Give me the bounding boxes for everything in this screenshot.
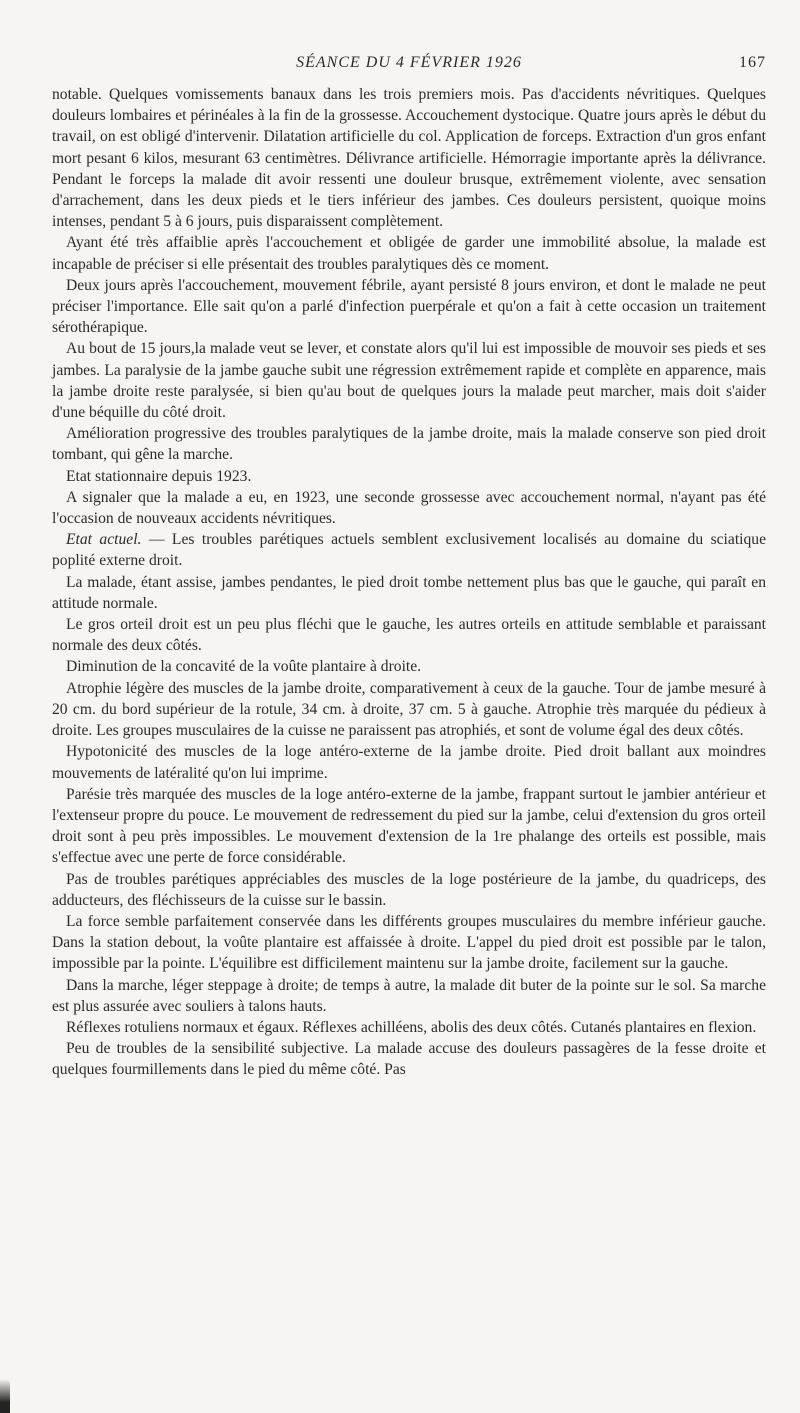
paragraph-14: Pas de troubles parétiques appréciables des muscles de la loge postérieure de la jambe, du quadriceps, des adducteurs, des fléchisseurs de la cuisse sur le bassin. bbox=[52, 870, 766, 909]
paragraph-6: Etat stationnaire depuis 1923. bbox=[66, 467, 252, 485]
paragraph-9: Le gros orteil droit est un peu plus fléchi que le gauche, les autres orteils en attitude semblable et paraissant normale des deux côtés. bbox=[52, 616, 766, 655]
paragraph-8: La malade, étant assise, jambes pendantes, le pied droit tombe nettement plus bas que le gauche, qui paraît en attitude normale. bbox=[52, 573, 766, 612]
paragraph-18: Peu de troubles de la sensibilité subjective. La malade accuse des douleurs passagères de la fesse droite et quelques fourmillements dans le pied du même côté. Pas bbox=[52, 1040, 766, 1079]
running-title: SÉANCE DU 4 FÉVRIER 1926 bbox=[296, 54, 522, 71]
article-body bbox=[52, 84, 766, 1081]
etat-actuel-text: — Les troubles parétiques actuels semblent exclusivement localisés au domaine du sciatique poplité externe droit. bbox=[52, 531, 766, 570]
paragraph-10: Diminution de la concavité de la voûte plantaire à droite. bbox=[66, 658, 422, 676]
paragraph-4: Au bout de 15 jours,la malade veut se lever, et constate alors qu'il lui est impossible de mouvoir ses pieds et ses jambes. La paralysie de la jambe gauche subit une régression extrêmement rapide et complète en apparence, mais la jambe droite reste paralysée, si bien qu'au bout de quelques jours la malade peut marcher, mais doit s'aider d'une béquille du côté droit. bbox=[52, 340, 766, 422]
paragraph-13: Parésie très marquée des muscles de la loge antéro-externe de la jambe, frappant surtout le jambier antérieur et l'extenseur propre du pouce. Le mouvement de redressement du pied sur la jambe, celui d'extension du gros orteil droit sont à peu près impossibles. Le mouvement d'extension de la 1re phalange des orteils est possible, mais s'effectue avec une perte de force considérable. bbox=[52, 785, 766, 867]
paragraph-11: Atrophie légère des muscles de la jambe droite, comparativement à ceux de la gauche. Tour de jambe mesuré à 20 cm. du bord supérieur de la rotule, 34 cm. à droite, 37 cm. 5 à gauche. Atrophie très marquée du pédieux à droite. Les groupes musculaires de la cuisse ne paraissent pas atrophiés, et sont de volume égal des deux côtés. bbox=[52, 679, 766, 740]
page-number: 167 bbox=[739, 54, 766, 71]
paragraph-16: Dans la marche, léger steppage à droite; de temps à autre, la malade dit buter de la pointe sur le sol. Sa marche est plus assurée avec souliers à talons hauts. bbox=[52, 976, 766, 1015]
section-label-etat-actuel: Etat actuel. bbox=[66, 531, 142, 549]
binding-shadow bbox=[0, 1379, 10, 1413]
paragraph-etat-actuel bbox=[52, 529, 766, 571]
paragraph-5: Amélioration progressive des troubles paralytiques de la jambe droite, mais la malade conserve son pied droit tombant, qui gêne la marche. bbox=[52, 425, 766, 464]
paragraph-17: Réflexes rotuliens normaux et égaux. Réflexes achilléens, abolis des deux côtés. Cutanés plantaires en flexion. bbox=[66, 1018, 757, 1036]
paragraph-12: Hypotonicité des muscles de la loge antéro-externe de la jambe droite. Pied droit ballant aux moindres mouvements de latéralité qu'on lui imprime. bbox=[52, 743, 766, 782]
paragraph-2: Ayant été très affaiblie après l'accouchement et obligée de garder une immobilité absolue, la malade est incapable de préciser si elle présentait des troubles paralytiques dès ce moment. bbox=[52, 234, 766, 273]
paragraph-3: Deux jours après l'accouchement, mouvement fébrile, ayant persisté 8 jours environ, et dont le malade ne peut préciser l'importance. Elle sait qu'on a parlé d'infection puerpérale et qu'on a fait à cette occasion un traitement sérothérapique. bbox=[52, 276, 766, 337]
paragraph-15: La force semble parfaitement conservée dans les différents groupes musculaires du membre inférieur gauche. Dans la station debout, la voûte plantaire est affaissée à droite. L'appel du pied droit est possible par le talon, impossible par la pointe. L'équilibre est difficilement maintenu sur la jambe droite, facilement sur la gauche. bbox=[52, 912, 766, 973]
paragraph-7: A signaler que la malade a eu, en 1923, une seconde grossesse avec accouchement normal, n'ayant pas été l'occasion de nouveaux accidents névritiques. bbox=[52, 488, 766, 528]
paragraph-1: notable. Quelques vomissements banaux dans les trois premiers mois. Pas d'accidents névritiques. Quelques douleurs lombaires et périnéales à la fin de la grossesse. Accouchement dystocique. Quatre jours après le début du travail, on est obligé d'intervenir. Dilatation artificielle du col. Application de forceps. Extraction d'un gros enfant mort pesant 6 kilos, mesurant 63 centimètres. Délivrance artificielle. Hémorragie importante après la délivrance. Pendant le forceps la malade dit avoir ressenti une douleur brusque, extrêmement violente, avec sensation d'arrachement, dans les deux pieds et le tiers inférieur des jambes. Ces douleurs persistent, quoique moins intenses, pendant 5 à 6 jours, puis disparaissent complètement. bbox=[52, 86, 766, 231]
running-header bbox=[52, 54, 766, 84]
